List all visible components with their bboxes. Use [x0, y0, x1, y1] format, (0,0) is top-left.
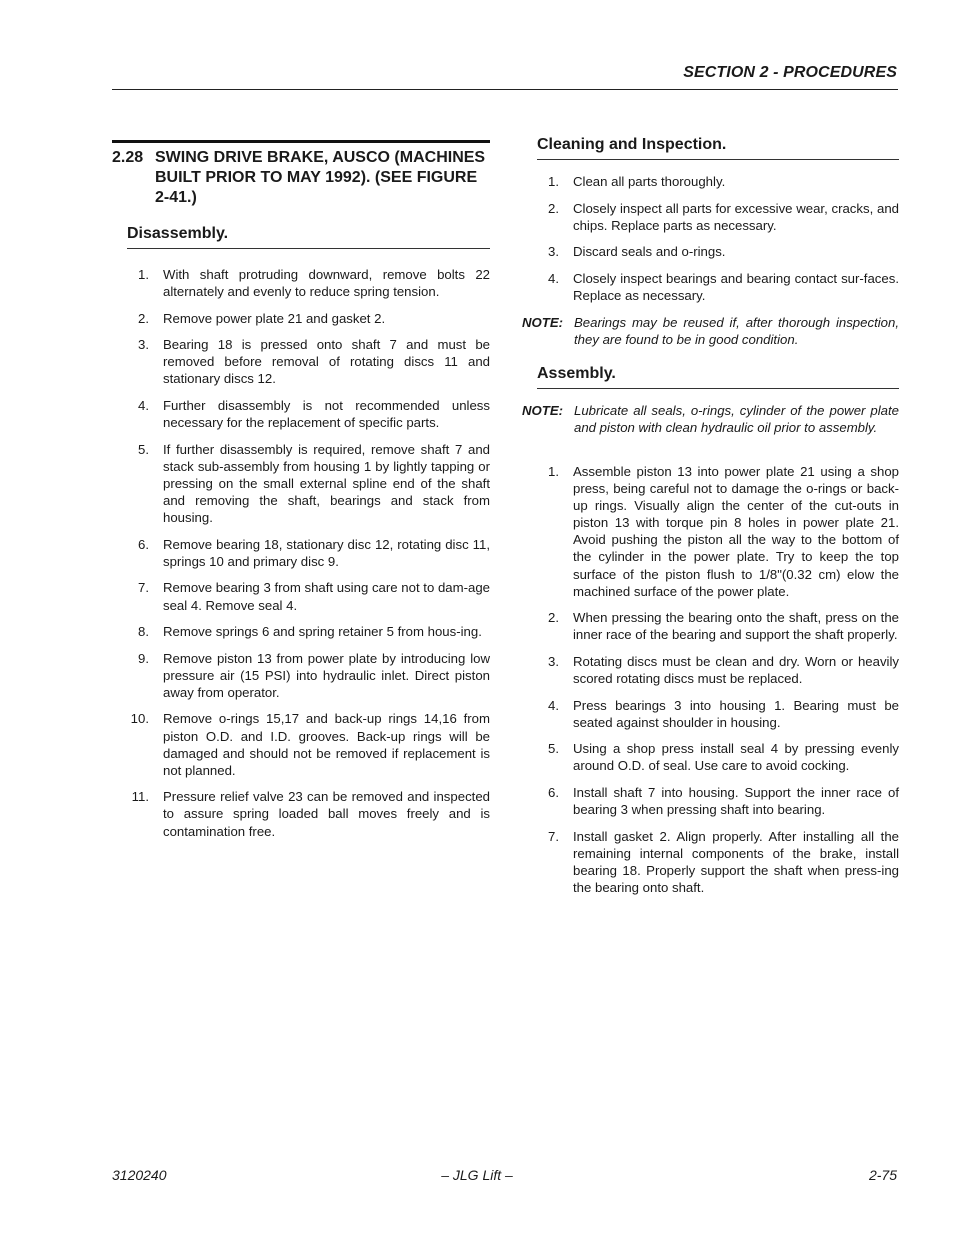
- step-text: Clean all parts thoroughly.: [573, 174, 726, 189]
- step-text: Closely inspect all parts for excessive wear, cracks, and chips. Replace parts as necessary.: [573, 200, 899, 233]
- footer-publisher: – JLG Lift –: [441, 1167, 513, 1183]
- list-item: [112, 788, 490, 839]
- step-number: 3.: [548, 653, 559, 669]
- list-item: [522, 463, 899, 600]
- note-label: NOTE:: [522, 314, 564, 330]
- step-number: 5.: [138, 441, 149, 457]
- list-item: [112, 579, 490, 613]
- section-rule: [112, 140, 490, 143]
- step-number: 1.: [548, 174, 559, 189]
- step-number: 7.: [548, 828, 559, 844]
- step-number: 8.: [138, 624, 149, 640]
- list-item: [522, 243, 899, 260]
- step-number: 11.: [131, 789, 149, 805]
- step-number: 6.: [138, 536, 149, 552]
- step-text: Further disassembly is not recommended unless necessary for the replacement of specific parts.: [163, 398, 490, 431]
- list-item: [112, 441, 490, 526]
- step-text: Closely inspect bearings and bearing contact sur-faces. Replace as necessary.: [573, 270, 899, 303]
- footer-doc-number: 3120240: [112, 1167, 167, 1183]
- section-number: 2.28: [112, 149, 144, 166]
- list-item: [522, 740, 899, 774]
- assembly-steps: [522, 463, 899, 896]
- step-text: With shaft protruding downward, remove bolts 22 alternately and evenly to reduce spring tension.: [163, 267, 490, 300]
- disassembly-heading: Disassembly.: [127, 224, 490, 249]
- list-item: [522, 653, 899, 687]
- list-item: [112, 336, 490, 387]
- list-item: [112, 623, 490, 640]
- step-text: Press bearings 3 into housing 1. Bearing must be seated against shoulder in housing.: [573, 697, 899, 730]
- note-text: Bearings may be reused if, after thorough inspection, they are found to be in good condition.: [574, 314, 899, 347]
- step-text: Rotating discs must be clean and dry. Worn or heavily scored rotating discs must be replaced.: [573, 653, 899, 686]
- assembly-heading: Assembly.: [537, 364, 899, 389]
- step-text: Install gasket 2. Align properly. After installing all the remaining internal components of the brake, install bearing 18. Properly support the shaft when press-ing the bearing onto shaft.: [573, 828, 899, 895]
- section-title: SWING DRIVE BRAKE, AUSCO (MACHINES BUILT PRIOR TO MAY 1992). (SEE FIGURE 2-41.): [155, 149, 486, 206]
- step-text: Assemble piston 13 into power plate 21 using a shop press, being careful not to damage the o-rings or back-up rings. Visually align the center of the cut-outs in piston 13 with torque pin 8 holes in power plate 21. Avoid pushing the piston all the way to the bottom of the cylinder in the power plate. Try to keep the top surface of the piston flush to 1/8"(0.32 cm) elow the machined surface of the power plate.: [573, 463, 899, 599]
- header-rule: [112, 89, 898, 90]
- step-text: Discard seals and o-rings.: [573, 244, 726, 260]
- list-item: [112, 710, 490, 778]
- step-number: 7.: [138, 580, 149, 596]
- step-number: 2.: [548, 200, 559, 216]
- step-text: Install shaft 7 into housing. Support the inner race of bearing 3 when pressing shaft into bearing.: [573, 784, 899, 818]
- cleaning-steps: [522, 173, 899, 304]
- step-number: 9.: [138, 650, 149, 666]
- step-text: Using a shop press install seal 4 by pressing evenly around O.D. of seal. Use care to avoid cocking.: [573, 741, 899, 774]
- footer-page-number: 2-75: [868, 1167, 897, 1183]
- step-number: 5.: [548, 741, 559, 757]
- step-number: 2.: [548, 610, 559, 626]
- list-item: [522, 609, 899, 643]
- step-text: Remove power plate 21 and gasket 2.: [163, 310, 386, 326]
- step-number: 4.: [138, 398, 149, 414]
- list-item: [522, 200, 899, 234]
- step-number: 6.: [548, 784, 559, 800]
- list-item: [522, 784, 899, 818]
- step-text: Remove springs 6 and spring retainer 5 from hous-ing.: [163, 624, 482, 640]
- running-header: SECTION 2 - PROCEDURES: [683, 64, 897, 81]
- list-item: [112, 266, 490, 300]
- list-item: [522, 270, 899, 304]
- list-item: [112, 397, 490, 431]
- list-item: [112, 310, 490, 327]
- left-column: [112, 140, 490, 849]
- cleaning-heading: Cleaning and Inspection.: [537, 135, 899, 160]
- step-number: 1.: [138, 267, 149, 282]
- right-column: [522, 135, 899, 906]
- step-text: Bearing 18 is pressed onto shaft 7 and must be removed before removal of rotating discs 11 and stationary discs 12.: [163, 337, 490, 387]
- step-number: 3.: [138, 337, 149, 353]
- step-number: 1.: [548, 463, 559, 479]
- step-text: Remove bearing 3 from shaft using care not to dam-age seal 4. Remove seal 4.: [163, 580, 490, 613]
- section-heading: [112, 148, 490, 208]
- step-number: 2.: [138, 310, 149, 326]
- step-text: Remove o-rings 15,17 and back-up rings 14,16 from piston O.D. and I.D. grooves. Back-up rings will be damaged and should not be removed if replacement is not planned.: [163, 711, 490, 778]
- note-text: Lubricate all seals, o-rings, cylinder of the power plate and piston with clean hydraulic oil prior to assembly.: [574, 402, 899, 435]
- inspection-note: [522, 314, 899, 348]
- step-number: 4.: [548, 697, 559, 713]
- list-item: [112, 536, 490, 570]
- list-item: [112, 650, 490, 701]
- step-number: 3.: [548, 244, 559, 260]
- step-text: If further disassembly is required, remove shaft 7 and stack sub-assembly from housing 1 by lightly tapping or pressing on the small external spline end of the shaft and removing the shaft, bearings and stack from housing.: [163, 441, 490, 526]
- list-item: [522, 828, 899, 896]
- list-item: [522, 173, 899, 190]
- list-item: [522, 697, 899, 731]
- assembly-note: [522, 402, 899, 436]
- step-number: 10.: [130, 711, 149, 727]
- step-text: Remove piston 13 from power plate by introducing low pressure air (15 PSI) into hydraulic inlet. Direct piston away from operator.: [163, 650, 490, 700]
- step-text: Remove bearing 18, stationary disc 12, rotating disc 11, springs 10 and primary disc 9.: [163, 536, 490, 569]
- step-text: When pressing the bearing onto the shaft, press on the inner race of the bearing and support the shaft properly.: [573, 610, 899, 643]
- note-label: NOTE:: [522, 402, 564, 418]
- step-number: 4.: [548, 270, 559, 286]
- disassembly-steps: [112, 266, 490, 840]
- step-text: Pressure relief valve 23 can be removed and inspected to assure spring loaded ball moves freely and is contamination free.: [163, 789, 490, 839]
